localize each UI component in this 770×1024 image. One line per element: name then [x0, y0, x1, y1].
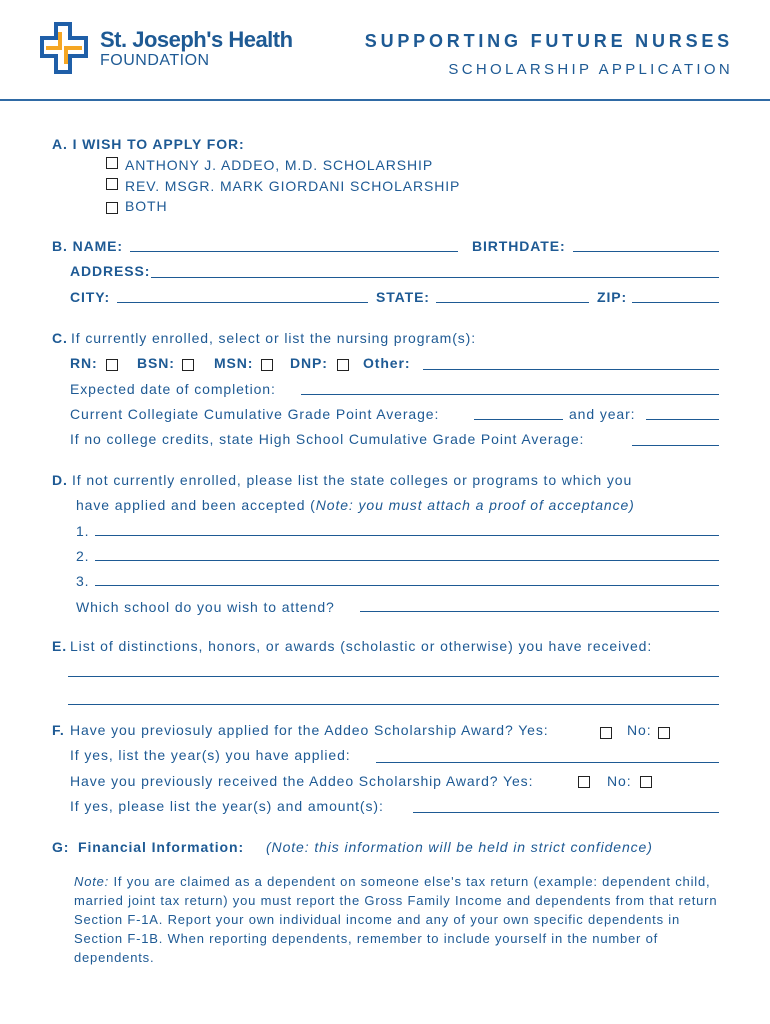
college-2-field[interactable] [95, 560, 719, 561]
expected-date-label: Expected date of completion: [70, 381, 276, 397]
received-question: Have you previously received the Addeo Scholarship Award? Yes: [70, 773, 534, 789]
checkbox-msn[interactable] [261, 359, 273, 371]
state-field[interactable] [436, 302, 589, 303]
name-field[interactable] [130, 251, 458, 252]
birthdate-label: BIRTHDATE: [472, 238, 566, 254]
section-a-label: A. I WISH TO APPLY FOR: [52, 136, 245, 152]
college-1-field[interactable] [95, 535, 719, 536]
city-label: CITY: [70, 289, 111, 305]
hs-gpa-label: If no college credits, state High School Cumulative Grade Point Average: [70, 431, 585, 447]
section-e-label: E. [52, 638, 68, 654]
awards-field-1[interactable] [68, 676, 719, 677]
applied-years-field[interactable] [376, 762, 719, 763]
checkbox-dnp[interactable] [337, 359, 349, 371]
page-subtitle: SCHOLARSHIP APPLICATION [448, 61, 733, 78]
name-label: B. NAME: [52, 238, 123, 254]
state-label: STATE: [376, 289, 430, 305]
section-d-question-2: have applied and been accepted (Note: you must attach a proof of acceptance) [76, 497, 635, 513]
received-no-label: No: [607, 773, 632, 789]
hs-gpa-field[interactable] [632, 445, 719, 446]
checkbox-both[interactable] [106, 202, 118, 214]
applied-years-label: If yes, list the year(s) you have applied: [70, 747, 351, 763]
checkbox-received-no[interactable] [640, 776, 652, 788]
address-field[interactable] [151, 277, 719, 278]
city-field[interactable] [117, 302, 368, 303]
header-divider [0, 99, 770, 101]
college-1-label: 1. [76, 523, 90, 539]
program-other-field[interactable] [423, 369, 719, 370]
section-c-question: If currently enrolled, select or list the nursing program(s): [71, 330, 477, 346]
checkbox-giordani[interactable] [106, 178, 118, 190]
financial-info-title: Financial Information: [78, 839, 245, 855]
checkbox-applied-yes[interactable] [600, 727, 612, 739]
foundation-logo-icon [38, 22, 90, 74]
checkbox-bsn[interactable] [182, 359, 194, 371]
awards-field-2[interactable] [68, 704, 719, 705]
section-f-label: F. [52, 722, 65, 738]
page-title: SUPPORTING FUTURE NURSES [364, 31, 733, 51]
address-label: ADDRESS: [70, 263, 151, 279]
org-name: St. Joseph's Health [100, 27, 293, 52]
option-addeo-label: ANTHONY J. ADDEO, M.D. SCHOLARSHIP [125, 157, 434, 173]
financial-info-note: (Note: this information will be held in strict confidence) [266, 839, 653, 855]
checkbox-received-yes[interactable] [578, 776, 590, 788]
applied-question: Have you previosuly applied for the Addeo Scholarship Award? Yes: [70, 722, 549, 738]
program-dnp-label: DNP: [290, 355, 328, 371]
zip-field[interactable] [632, 302, 719, 303]
note-label: Note: [74, 874, 110, 889]
applied-no-label: No: [627, 722, 652, 738]
which-school-field[interactable] [360, 611, 719, 612]
checkbox-applied-no[interactable] [658, 727, 670, 739]
college-2-label: 2. [76, 548, 90, 564]
college-3-label: 3. [76, 573, 90, 589]
program-msn-label: MSN: [214, 355, 254, 371]
note-text: If you are claimed as a dependent on someone else's tax return (example: dependent child, married joint tax return) you must report the Gross Family Income and dependents from that return Section F-1A. Report your own individual income and any of your own specific dependents in Section F-1B. When reporting dependents, remember to include yourself in the number of dependents. [74, 874, 718, 965]
option-giordani-label: REV. MSGR. MARK GIORDANI SCHOLARSHIP [125, 178, 461, 194]
program-rn-label: RN: [70, 355, 98, 371]
zip-label: ZIP: [597, 289, 628, 305]
received-amounts-label: If yes, please list the year(s) and amount(s): [70, 798, 384, 814]
financial-note-paragraph [74, 872, 724, 967]
gpa-label: Current Collegiate Cumulative Grade Point Average: [70, 406, 440, 422]
birthdate-field[interactable] [573, 251, 719, 252]
org-name-foundation: FOUNDATION [100, 52, 210, 69]
checkbox-addeo[interactable] [106, 157, 118, 169]
program-bsn-label: BSN: [137, 355, 175, 371]
gpa-year-label: and year: [569, 406, 636, 422]
section-g-label: G: [52, 839, 70, 855]
gpa-year-field[interactable] [646, 419, 719, 420]
expected-date-field[interactable] [301, 394, 719, 395]
section-e-question: List of distinctions, honors, or awards (scholastic or otherwise) you have received: [70, 638, 653, 654]
option-both-label: BOTH [125, 198, 168, 214]
checkbox-rn[interactable] [106, 359, 118, 371]
college-3-field[interactable] [95, 585, 719, 586]
gpa-field[interactable] [474, 419, 563, 420]
which-school-label: Which school do you wish to attend? [76, 599, 335, 615]
received-amounts-field[interactable] [413, 812, 719, 813]
section-c-label: C. [52, 330, 68, 346]
section-d-label: D. [52, 472, 68, 488]
section-d-question: If not currently enrolled, please list the state colleges or programs to which you [72, 472, 633, 488]
program-other-label: Other: [363, 355, 411, 371]
